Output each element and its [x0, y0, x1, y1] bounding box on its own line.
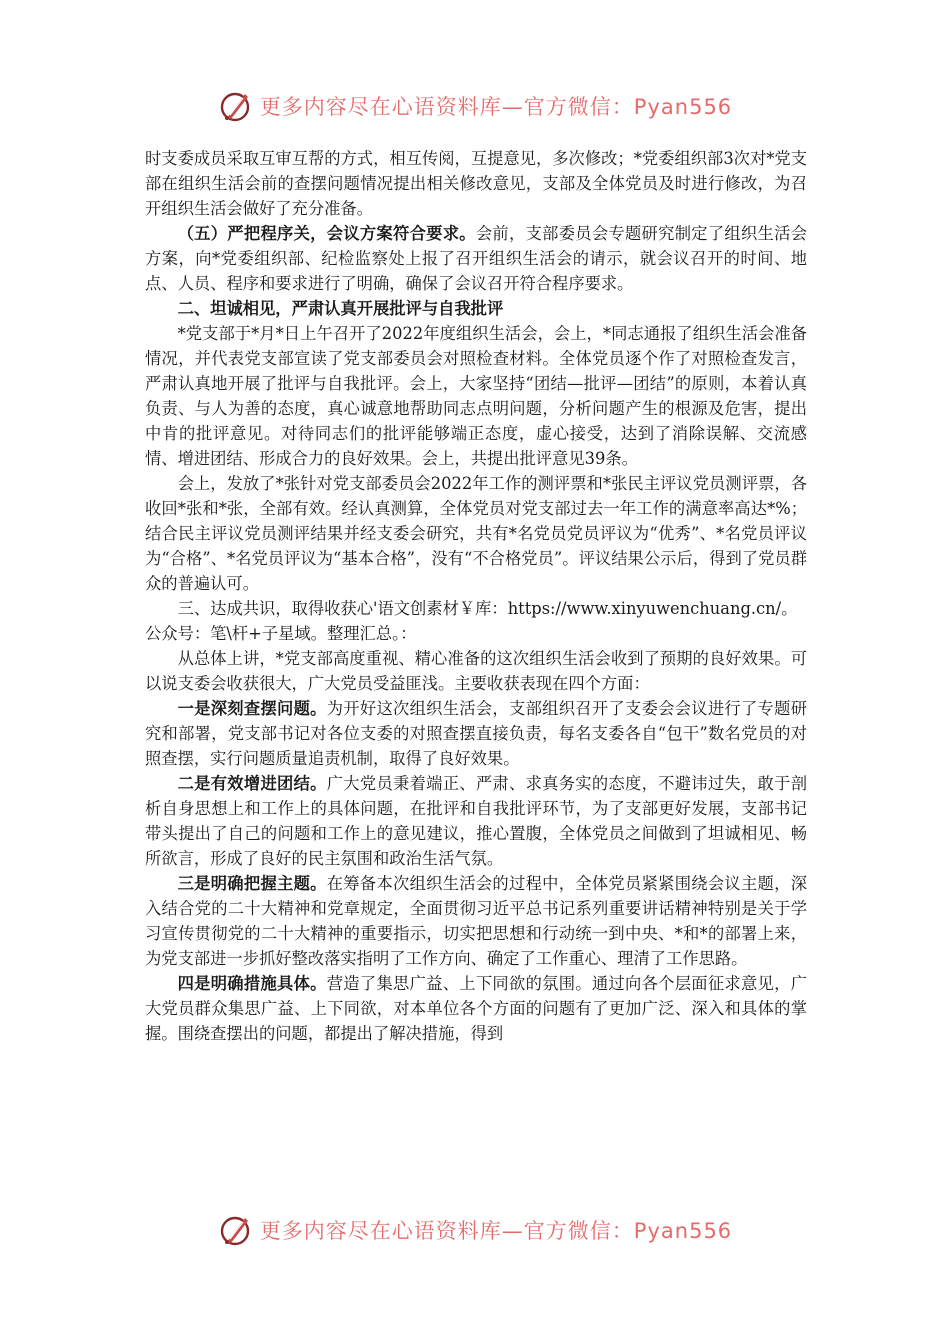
paragraph: 从总体上讲，*党支部高度重视、精心准备的这次组织生活会收到了预期的良好效果。可以说支委会收获很大，广大党员受益匪浅。主要收获表现在四个方面： — [145, 649, 807, 693]
paragraph-text: 会前，支部委员会专题研究制定了组织生活会方案，向*党委组织部、纪检监察处上报了召开组织生活会的请示，就会议召开的时间、地点、人员、程序和要求进行了明确，确保了会议召开符合程序要求。 — [145, 224, 807, 293]
quill-logo-icon — [218, 1212, 254, 1248]
paragraph-text: 广大党员秉着端正、严肃、求真务实的态度，不避讳过失，敢于剖析自身思想上和工作上的具体问题，在批评和自我批评环节，为了支部更好发展，支部书记带头提出了自己的问题和工作上的意见建议，推心置腹，全体党员之间做到了坦诚相见、畅所欲言，形成了良好的民主氛围和政治生活气氛。 — [145, 774, 807, 868]
paragraph — [145, 871, 807, 971]
paragraph — [145, 221, 807, 296]
bold-lead: 二是有效增进团结。 — [177, 774, 327, 793]
section-heading — [145, 296, 807, 321]
banner-text: 更多内容尽在心语资料库—官方微信：Pyan556 — [259, 95, 733, 119]
paragraph — [145, 971, 807, 1046]
quill-logo-icon — [218, 88, 254, 124]
footer-watermark-banner — [0, 1210, 950, 1250]
paragraph: 时支委成员采取互审互帮的方式，相互传阅，互提意见，多次修改；*党委组织部3次对*党支部在组织生活会前的查摆问题情况提出相关修改意见，支部及全体党员及时进行修改，为召开组织生活会做好了充分准备。 — [145, 149, 807, 218]
section-heading-text: 二、坦诚相见，严肃认真开展批评与自我批评 — [177, 299, 504, 318]
paragraph-text: 为开好这次组织生活会，支部组织召开了支委会会议进行了专题研究和部署，党支部书记对各位支委的对照查摆直接负责，每名支委各自“包干”数名党员的对照查摆，实行问题质量追责机制，取得了良好效果。 — [145, 699, 807, 768]
paragraph: 会上，发放了*张针对党支部委员会2022年工作的测评票和*张民主评议党员测评票，各收回*张和*张，全部有效。经认真测算，全体党员对党支部过去一年工作的满意率高达*%；结合民主评议党员测评结果并经支委会研究，共有*名党员党员评议为“优秀”、*名党员评议为“合格”、*名党员评议为“基本合格”，没有“不合格党员”。评议结果公示后，得到了党员群众的普遍认可。 — [145, 474, 807, 593]
document-body — [145, 146, 807, 1046]
banner-text: 更多内容尽在心语资料库—官方微信：Pyan556 — [259, 1219, 733, 1243]
bold-lead: 一是深刻查摆问题。 — [177, 699, 327, 718]
bold-lead: （五）严把程序关，会议方案符合要求。 — [177, 224, 476, 243]
bold-lead: 四是明确措施具体。 — [177, 974, 327, 993]
bold-lead: 三是明确把握主题。 — [177, 874, 327, 893]
paragraph — [145, 771, 807, 871]
paragraph-text: 营造了集思广益、上下同欲的氛围。通过向各个层面征求意见，广大党员群众集思广益、上下同欲，对本单位各个方面的问题有了更加广泛、深入和具体的掌握。围绕查摆出的问题，都提出了解决措施，得到 — [145, 974, 807, 1043]
paragraph — [145, 696, 807, 771]
section-heading: 三、达成共识，取得收获心'语文创素材￥库：https://www.xinyuwenchuang.cn/。公众号：笔\杆+子星域。整理汇总。： — [145, 599, 798, 643]
paragraph-text: 在筹备本次组织生活会的过程中，全体党员紧紧围绕会议主题，深入结合党的二十大精神和党章规定，全面贯彻习近平总书记系列重要讲话精神特别是关于学习宣传贯彻党的二十大精神的重要指示，切实把思想和行动统一到中央、*和*的部署上来，为党支部进一步抓好整改落实指明了工作方向、确定了工作重心、理清了工作思路。 — [145, 874, 807, 968]
header-watermark-banner — [0, 86, 950, 126]
paragraph: *党支部于*月*日上午召开了2022年度组织生活会，会上，*同志通报了组织生活会准备情况，并代表党支部宣读了党支部委员会对照检查材料。全体党员逐个作了对照检查发言，严肃认真地开展了批评与自我批评。会上，大家坚持“团结—批评—团结”的原则，本着认真负责、与人为善的态度，真心诚意地帮助同志点明问题，分析问题产生的根源及危害，提出中肯的批评意见。对待同志们的批评能够端正态度，虚心接受，达到了消除误解、交流感情、增进团结、形成合力的良好效果。会上，共提出批评意见39条。 — [145, 324, 807, 468]
